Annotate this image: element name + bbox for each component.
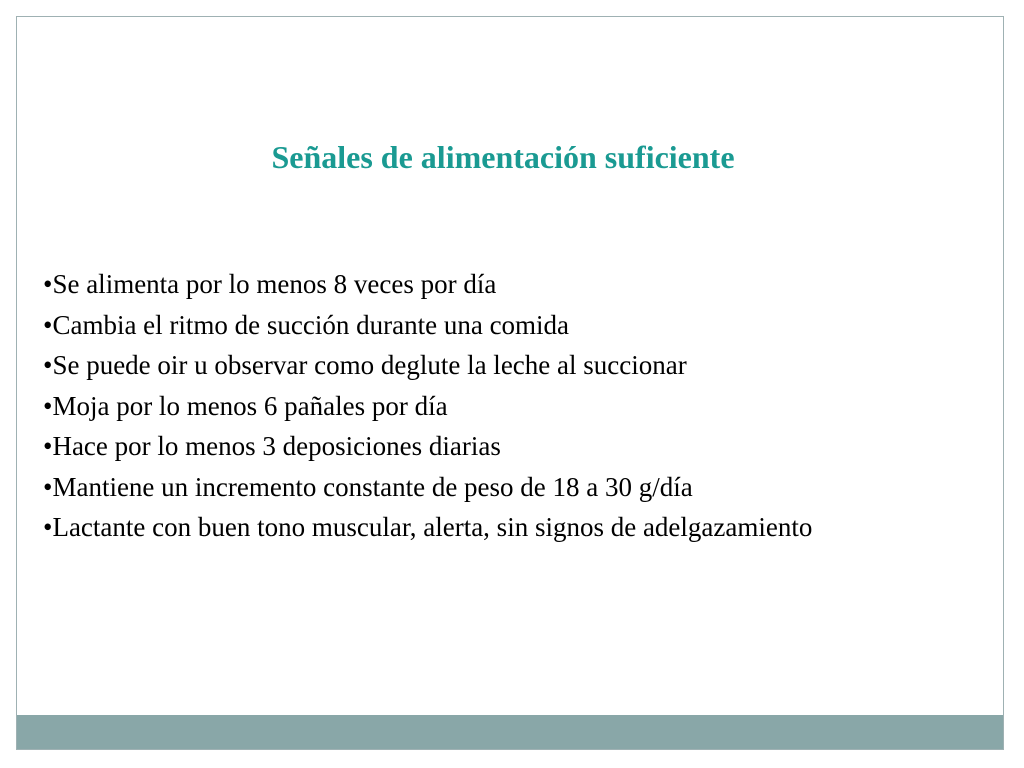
footer-bar [17,715,1003,749]
bullet-item: •Moja por lo menos 6 pañales por día [43,390,448,421]
bullet-item: •Hace por lo menos 3 deposiciones diarias [43,431,501,461]
slide [16,16,1004,750]
bullet-list [43,264,812,548]
bullet-item: •Se puede oir u observar como deglute la leche al succionar [43,350,687,380]
bullet-item: •Mantiene un incremento constante de peso de 18 a 30 g/día [43,471,693,502]
bullet-item: •Se alimenta por lo menos 8 veces por día [43,269,497,299]
bullet-item: •Cambia el ritmo de succión durante una comida [43,309,570,340]
bullet-item: •Lactante con buen tono muscular, alerta, sin signos de adelgazamiento [43,512,813,542]
slide-title: Señales de alimentación suficiente [271,139,735,175]
